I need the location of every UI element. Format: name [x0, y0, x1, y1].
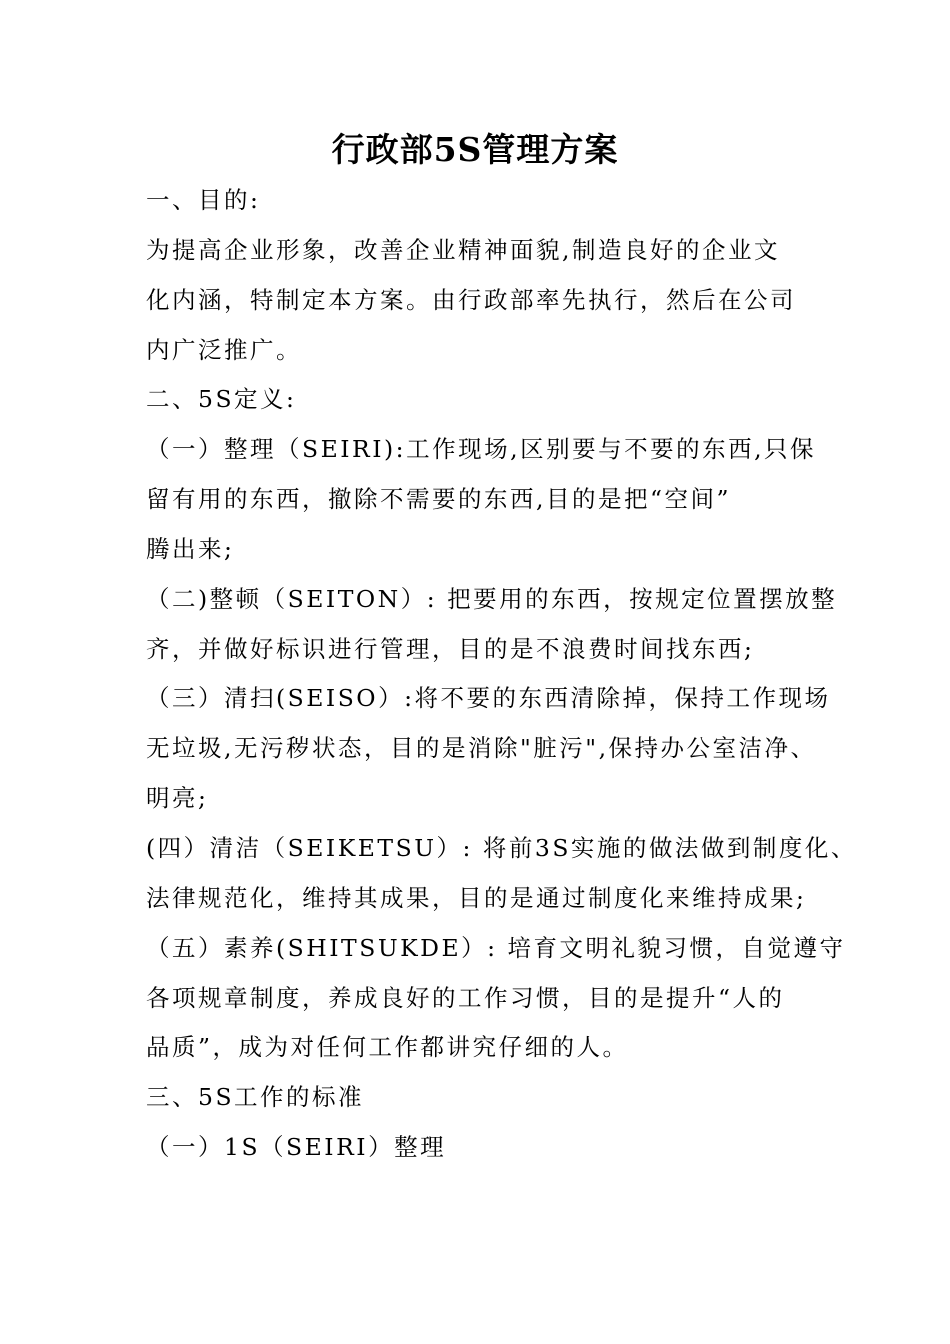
- paragraph-line: （二)整顿（SEITON）: 把要用的东西，按规定位置摆放整: [146, 585, 838, 613]
- paragraph-line: 法律规范化，维持其成果，目的是通过制度化来维持成果;: [146, 884, 807, 912]
- paragraph-line: 腾出来;: [146, 535, 235, 563]
- paragraph-line: (四）清洁（SEIKETSU）: 将前3S实施的做法做到制度化、: [146, 834, 857, 862]
- paragraph-line: 明亮;: [146, 784, 209, 812]
- paragraph-line: 齐，并做好标识进行管理，目的是不浪费时间找东西;: [146, 635, 755, 663]
- paragraph-line: （三）清扫(SEISO）:将不要的东西清除掉，保持工作现场: [146, 684, 831, 712]
- paragraph-line: 为提高企业形象，改善企业精神面貌,制造良好的企业文: [146, 236, 780, 264]
- section-heading-definition: 二、5S定义:: [146, 385, 297, 413]
- paragraph-line: （五）素养(SHITSUKDE）: 培育文明礼貌习惯，自觉遵守: [146, 934, 846, 962]
- paragraph-line: 化内涵，特制定本方案。由行政部率先执行，然后在公司: [146, 286, 796, 314]
- paragraph-line: 留有用的东西，撤除不需要的东西,目的是把“空间”: [146, 485, 731, 513]
- paragraph-line: 品质”，成为对任何工作都讲究仔细的人。: [146, 1033, 629, 1061]
- paragraph-line: 无垃圾,无污秽状态，目的是消除"脏污",保持办公室洁净、: [146, 734, 817, 762]
- paragraph-line: （一）整理（SEIRI):工作现场,区别要与不要的东西,只保: [146, 435, 817, 463]
- section-heading-standards: 三、5S工作的标准: [146, 1083, 365, 1111]
- section-heading-purpose: 一、目的:: [146, 186, 261, 214]
- subsection-heading: （一）1S（SEIRI）整理: [146, 1133, 447, 1161]
- paragraph-line: 内广泛推广。: [146, 336, 302, 364]
- paragraph-line: 各项规章制度，养成良好的工作习惯，目的是提升“人的: [146, 984, 785, 1012]
- document-title: 行政部5S管理方案: [331, 130, 619, 169]
